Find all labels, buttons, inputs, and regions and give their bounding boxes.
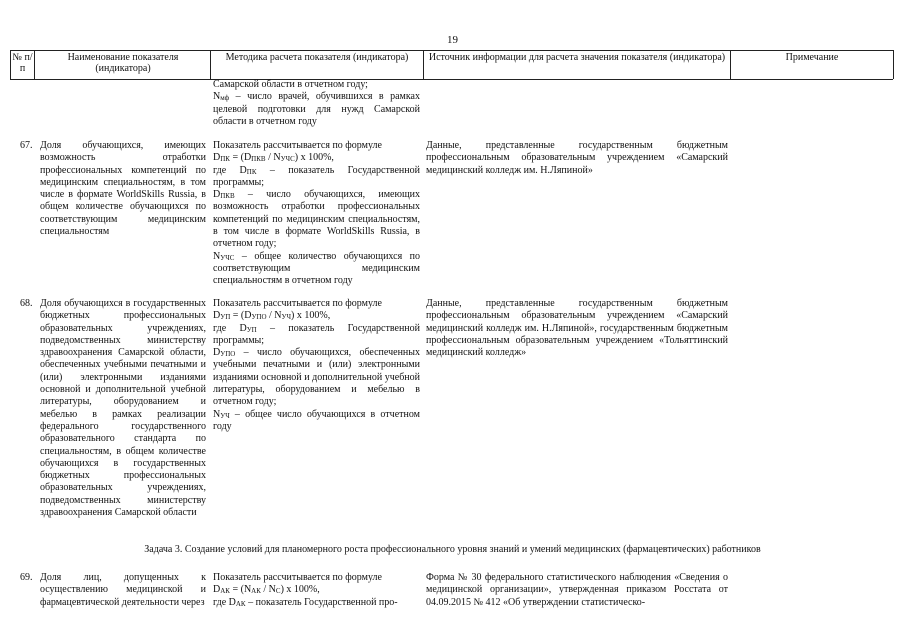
header-col-note: Примечание [785,52,839,63]
definition: $N_{УЧ}$ – общее число обучающихся в отчетном году [213,408,420,432]
row-67-source: Данные, представленные государственным бюджетным профессиональным образовательным учреждением «Самарский медицинский колледж им. Н.Ляпиной» [426,140,728,176]
definition: $N_{УЧС}$ – общее количество обучающихся по соответствующим медицинским специальностям в отчетном году [213,250,420,287]
definition: $D_{УПО}$ – число обучающихся, обеспеченных учебными печатными и (или) электронными изданиями основной и дополнительной учебной литературы, оборудованием и мебелью в отчетном году; [213,347,420,408]
formula: $D_{УП} = (D_{УПО} / N_{УЧ})$ x 100%, [213,310,331,322]
method-continuation [213,79,420,128]
method-intro: Показатель рассчитывается по формуле [213,298,382,309]
method-intro: Показатель рассчитывается по формуле [213,572,382,583]
continuation-line: Самарской области в отчетном году; [213,79,368,90]
row-68-name: Доля обучающихся в государственных бюджетных профессиональных образовательных учреждениях, подведомственных министерству здравоохранения Самарской области, обеспеченных учебными печатными и (или) электронными изданиями основной и дополнительной учебной литературы, оборудованием и мебелью в рамках реализации федерального государственного образовательного стандарта по специальностям, в общем количестве обучающихся в государственных бюджетных профессиональных образовательных учреждениях, подведомственных министерству здравоохранения Самарской области [40,298,206,519]
row-69-source: Форма № 30 федерального статистического наблюдения «Сведения о медицинской организации», утвержденная приказом Росстата от 04.09.2015 № 412 «Об утверждении статистическо- [426,572,728,608]
row-67-method [213,140,420,288]
row-68-method [213,298,420,433]
row-68-number: 68. [20,298,33,309]
header-divider [34,50,35,79]
definition: $D_{ПКВ}$ – число обучающихся, имеющих возможность отработки профессиональных компетенций по медицинским специальностям, в том числе в формате WorldSkills Russia, в отчетном году; [213,189,420,250]
row-69-number: 69. [20,572,33,583]
page-number: 19 [447,34,458,46]
header-divider [423,50,424,79]
header-col-method: Методика расчета показателя (индикатора) [225,52,409,63]
row-68-source: Данные, представленные государственным бюджетным профессиональным образовательным учреждением «Самарский медицинский колледж им. Н.Ляпиной», государственным бюджетным профессиональным образовательным учреждением «Тольяттинский медицинский колледж» [426,298,728,359]
formula: $D_{АК} = (N_{АК} / N_С)$ x 100%, [213,584,320,596]
header-divider [210,50,211,79]
definition: где $D_{УП}$ – показатель Государственной программы; [213,322,420,346]
row-67-name: Доля обучающихся, имеющих возможность отработки профессиональных компетенций по медицинским специальностям, в том числе в формате WorldSkills Russia, в общем количестве обучающихся по соответствующим медицинским специальностям [40,140,206,238]
definition: где $D_{АК}$ – показатель Государственной про- [213,596,398,608]
continuation-definition: $N_{мф}$ – число врачей, обучившихся в рамках целевой подготовки для нужд Самарской области в отчетном году [213,91,420,127]
formula: $D_{ПК} = (D_{ПКВ} / N_{УЧС})$ x 100%, [213,152,334,164]
header-divider [730,50,731,79]
header-col-name: Наименование показателя (индикатора) [67,52,179,74]
method-intro: Показатель рассчитывается по формуле [213,140,382,151]
row-69-method [213,572,420,609]
definition: где $D_{ПК}$ – показатель Государственной программы; [213,164,420,188]
task-3-heading: Задача 3. Создание условий для планомерного роста профессионального уровня знаний и умений медицинских (фармацевтических) работников [144,544,761,555]
row-69-name: Доля лиц, допущенных к осуществлению медицинской и фармацевтической деятельности через [40,572,206,608]
header-col-source: Источник информации для расчета значения показателя (индикатора) [428,52,726,63]
row-67-number: 67. [20,140,33,151]
header-divider [893,50,894,79]
header-col-num: № п/п [12,52,33,74]
